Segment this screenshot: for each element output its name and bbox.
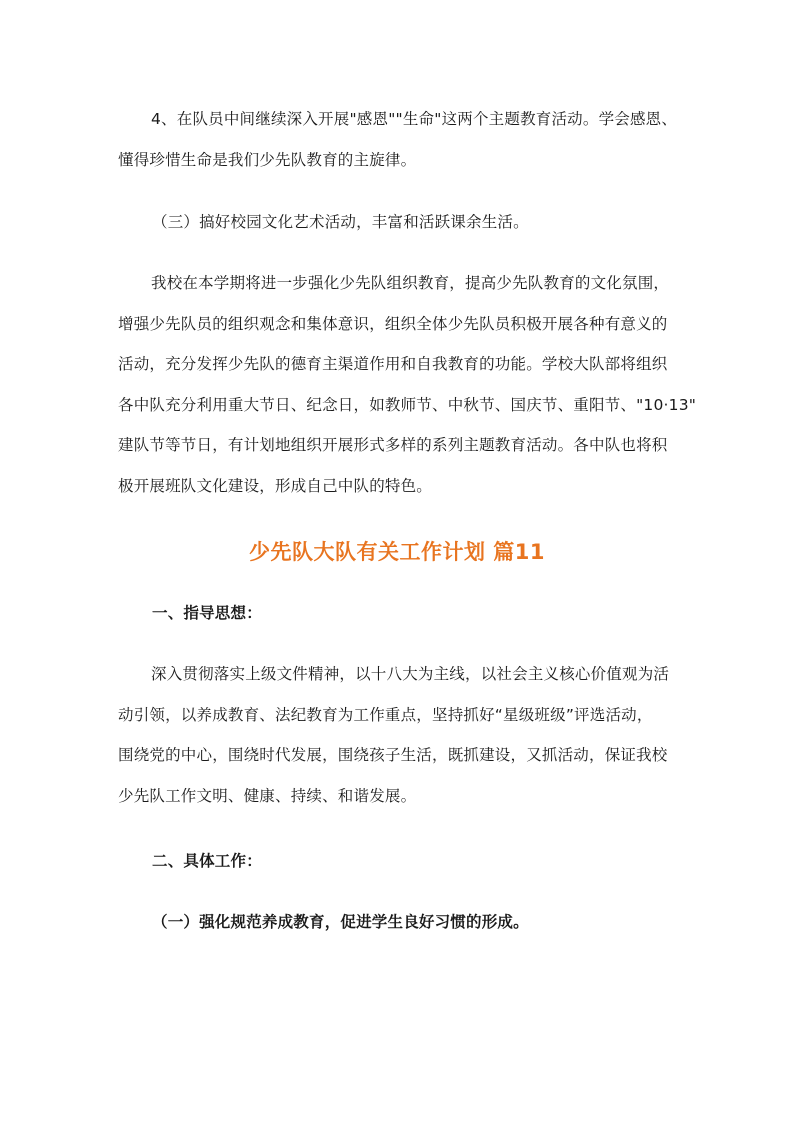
guiding-ideology-paragraph <box>118 654 680 816</box>
heading-guiding-ideology: 一、指导思想： <box>152 604 262 622</box>
body-line-4: 各中队充分利用重大节日、纪念日，如教师节、中秋节、国庆节、重阳节、"10·13" <box>118 395 697 414</box>
body-line-6: 极开展班队文化建设，形成自己中队的特色。 <box>118 476 433 495</box>
heading-specific-work: 二、具体工作： <box>152 852 262 870</box>
guide-line-2: 动引领，以养成教育、法纪教育为工作重点，坚持抓好“星级班级”评选活动， <box>118 705 653 724</box>
item-4-line-2: 懂得珍惜生命是我们少先队教育的主旋律。 <box>118 150 417 169</box>
section-title: 少先队大队有关工作计划 篇11 <box>248 540 546 564</box>
guide-line-4: 少先队工作文明、健康、持续、和谐发展。 <box>118 786 417 805</box>
body-line-5: 建队节等节日，有计划地组织开展形式多样的系列主题教育活动。各中队也将积 <box>118 436 668 454</box>
culture-activities-paragraph <box>118 263 697 506</box>
item-3-title: （三）搞好校园文化艺术活动，丰富和活跃课余生活。 <box>152 213 529 231</box>
subheading-habit-education: （一）强化规范养成教育，促进学生良好习惯的形成。 <box>152 913 529 931</box>
guide-line-3: 围绕党的中心，围绕时代发展，围绕孩子生活，既抓建设，又抓活动，保证我校 <box>118 746 668 764</box>
body-line-2: 增强少先队员的组织观念和集体意识，组织全体少先队员积极开展各种有意义的 <box>118 314 668 333</box>
body-line-1: 我校在本学期将进一步强化少先队组织教育，提高少先队教育的文化氛围， <box>151 274 670 292</box>
item-4-line-1: 4、在队员中间继续深入开展"感恩""生命"这两个主题教育活动。学会感恩、 <box>151 110 678 128</box>
item-4-paragraph <box>118 99 680 180</box>
guide-line-1: 深入贯彻落实上级文件精神，以十八大为主线，以社会主义核心价值观为活 <box>151 665 670 683</box>
body-line-3: 活动，充分发挥少先队的德育主渠道作用和自我教育的功能。学校大队部将组织 <box>118 355 668 373</box>
